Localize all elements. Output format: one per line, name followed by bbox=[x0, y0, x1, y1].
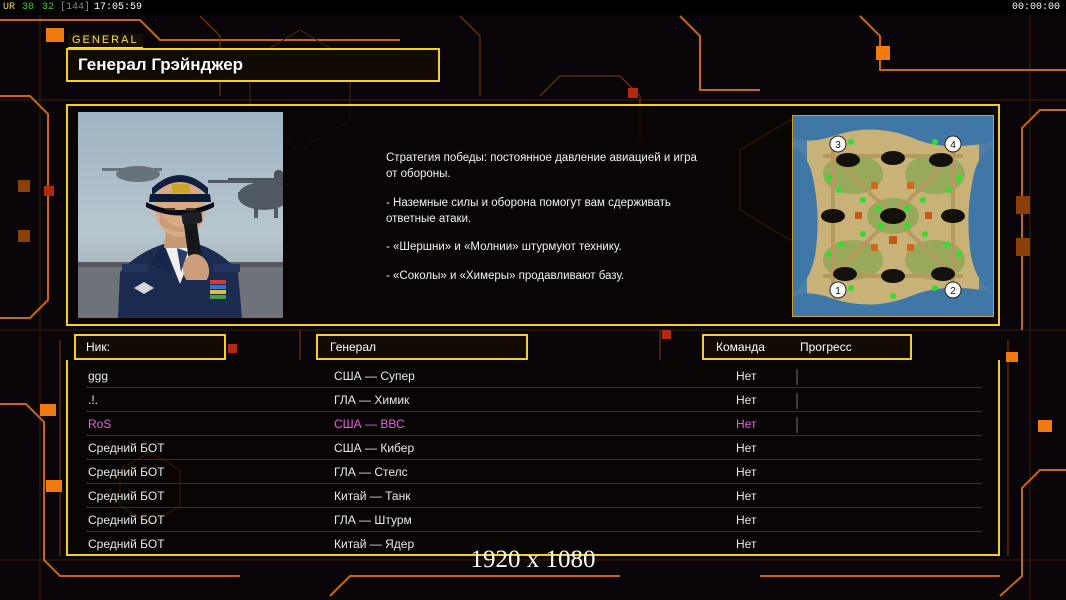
player-nick: Средний БОТ bbox=[88, 441, 165, 455]
player-nick: ggg bbox=[88, 369, 109, 383]
status-timer: 00:00:00 bbox=[1011, 2, 1060, 13]
table-row[interactable] bbox=[68, 412, 998, 436]
player-team: Нет bbox=[736, 537, 757, 551]
player-general: ГЛА — Химик bbox=[334, 393, 410, 407]
player-team: Нет bbox=[736, 513, 757, 527]
table-row[interactable] bbox=[68, 388, 998, 412]
column-header-progress-label: Прогресс bbox=[800, 340, 852, 354]
status-ur-label: UR bbox=[3, 2, 16, 13]
player-general: ГЛА — Стелс bbox=[334, 465, 408, 479]
strategy-text bbox=[386, 150, 706, 284]
svg-text:4: 4 bbox=[950, 140, 956, 151]
resolution-label: 1920 x 1080 bbox=[470, 546, 596, 573]
player-general: США — ВВС bbox=[334, 417, 405, 431]
player-nick: .!. bbox=[88, 393, 99, 407]
top-status-bar bbox=[0, 0, 1066, 15]
strategy-line-3: - «Соколы» и «Химеры» продавливают базу. bbox=[386, 269, 625, 282]
player-progress-bar bbox=[796, 418, 798, 432]
player-progress-bar bbox=[796, 394, 798, 408]
player-progress-bar bbox=[796, 370, 798, 384]
column-header-nick bbox=[74, 334, 226, 360]
player-nick: Средний БОТ bbox=[88, 489, 165, 503]
player-nick: Средний БОТ bbox=[88, 537, 165, 551]
svg-text:1: 1 bbox=[835, 286, 841, 297]
column-header-general bbox=[316, 334, 528, 360]
general-portrait bbox=[78, 112, 283, 318]
status-clock: 17:05:59 bbox=[94, 2, 143, 13]
player-general: Китай — Танк bbox=[334, 489, 411, 503]
strategy-line-0: Стратегия победы: постоянное давление авиацией и игра от обороны. bbox=[386, 152, 697, 181]
player-team: Нет bbox=[736, 369, 757, 383]
column-header-team-progress bbox=[702, 334, 912, 360]
player-general: США — Кибер bbox=[334, 441, 415, 455]
map-preview[interactable] bbox=[792, 115, 994, 317]
table-row[interactable] bbox=[68, 484, 998, 508]
player-nick: Средний БОТ bbox=[88, 513, 165, 527]
strategy-line-1: - Наземные силы и оборона помогут вам сдерживать ответные атаки. bbox=[386, 196, 671, 225]
status-value-b: 32 bbox=[42, 2, 55, 13]
general-tab-label[interactable]: GENERAL bbox=[68, 34, 143, 48]
table-row[interactable] bbox=[68, 364, 998, 388]
player-nick: Средний БОТ bbox=[88, 465, 165, 479]
status-value-c: [144] bbox=[60, 2, 91, 13]
player-team: Нет bbox=[736, 489, 757, 503]
status-value-a: 30 bbox=[22, 2, 35, 13]
player-general: ГЛА — Штурм bbox=[334, 513, 412, 527]
table-row[interactable] bbox=[68, 460, 998, 484]
column-header-team-label: Команда bbox=[716, 340, 765, 354]
column-header-general-label: Генерал bbox=[330, 340, 377, 354]
general-title-box bbox=[66, 48, 440, 82]
player-team: Нет bbox=[736, 441, 757, 455]
player-list bbox=[66, 360, 1000, 556]
page-title: Генерал Грэйнджер bbox=[78, 55, 244, 74]
table-row[interactable] bbox=[68, 436, 998, 460]
svg-text:3: 3 bbox=[835, 140, 841, 151]
table-row[interactable] bbox=[68, 508, 998, 532]
player-team: Нет bbox=[736, 417, 757, 431]
player-nick: RoS bbox=[88, 417, 112, 431]
player-team: Нет bbox=[736, 393, 757, 407]
player-general: США — Супер bbox=[334, 369, 415, 383]
player-general: Китай — Ядер bbox=[334, 537, 415, 551]
strategy-line-2: - «Шершни» и «Молнии» штурмуют технику. bbox=[386, 241, 622, 254]
column-header-nick-label: Ник: bbox=[86, 340, 110, 354]
svg-text:2: 2 bbox=[950, 286, 956, 297]
player-team: Нет bbox=[736, 465, 757, 479]
